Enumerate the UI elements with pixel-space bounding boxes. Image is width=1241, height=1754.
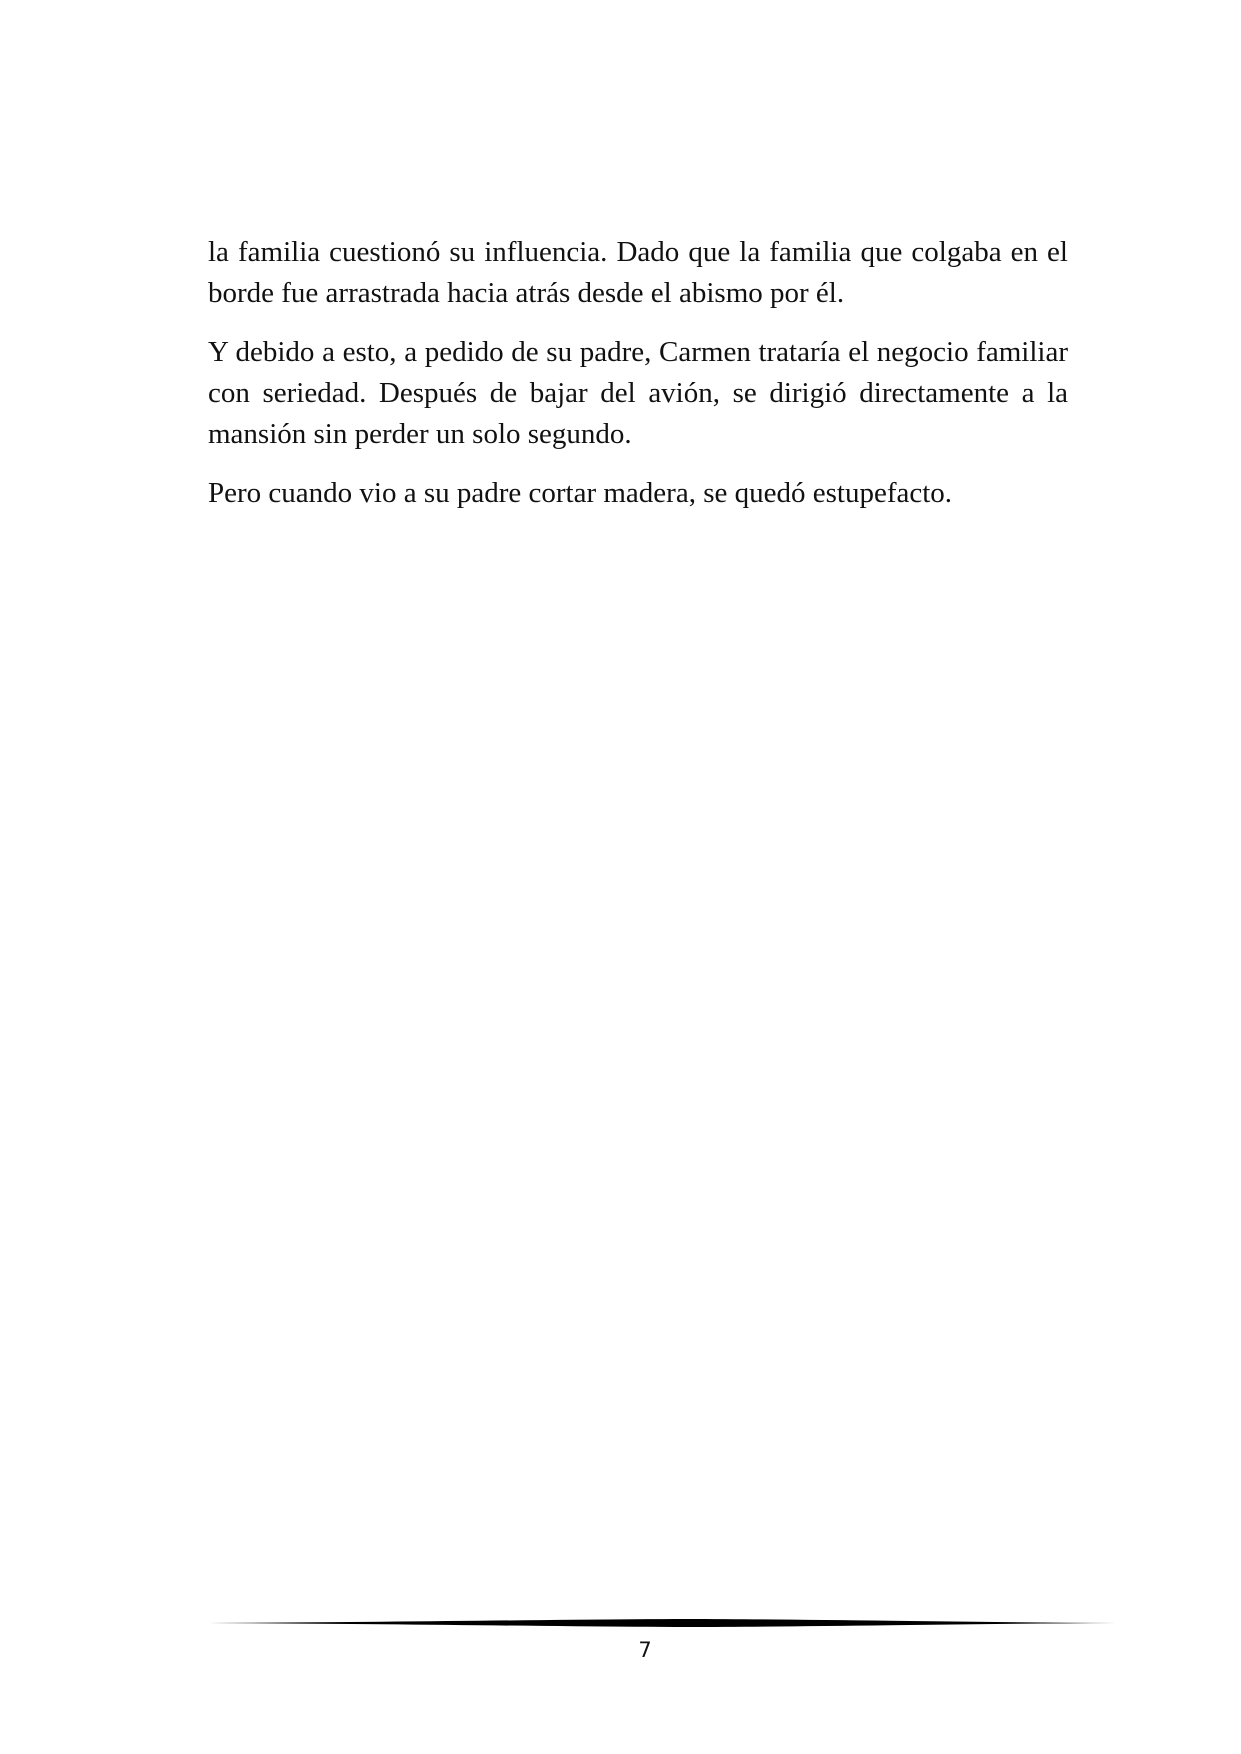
paragraph-3: Pero cuando vio a su padre cortar madera, se quedó estupefacto. bbox=[208, 477, 953, 509]
paragraph-2: Y debido a esto, a pedido de su padre, Carmen trataría el negocio familiar con seriedad. Después de bajar del avión, se dirigió directamente a la mansión sin perder un solo segundo. bbox=[208, 336, 1068, 450]
paragraph-1: la familia cuestionó su influencia. Dado que la familia que colgaba en el borde fue arrastrada hacia atrás desde el abismo por él. bbox=[208, 236, 1068, 309]
page-number: 7 bbox=[638, 1638, 652, 1662]
body-text bbox=[208, 232, 1068, 532]
footer-divider bbox=[208, 1616, 1116, 1630]
footer-divider-stroke bbox=[208, 1619, 1116, 1627]
